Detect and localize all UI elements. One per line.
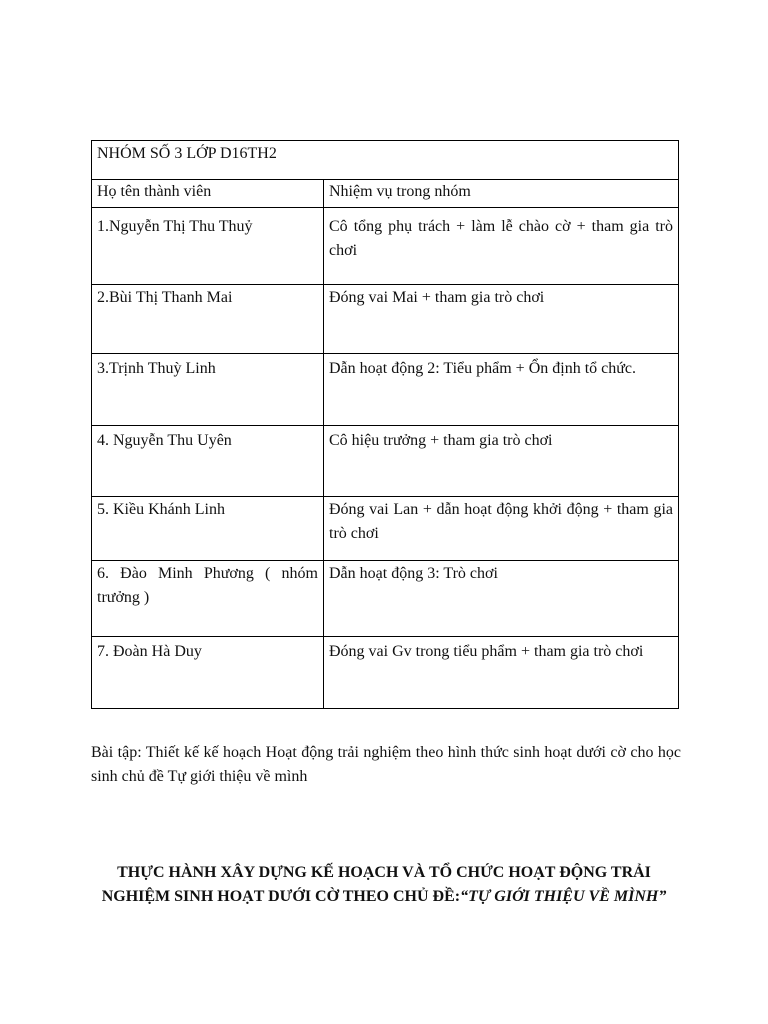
table-row — [92, 497, 679, 561]
exercise-text: Bài tập: Thiết kế kế hoạch Hoạt động trải nghiệm theo hình thức sinh hoạt dưới cờ cho học sinh chủ đề Tự giới thiệu về mình — [91, 744, 681, 785]
table-row — [92, 426, 679, 497]
group-title: NHÓM SỐ 3 LỚP D16TH2 — [92, 141, 679, 180]
member-task: Dẫn hoạt động 3: Trò chơi — [324, 561, 679, 637]
member-name: 6. Đào Minh Phương ( nhóm trưởng ) — [92, 561, 324, 637]
table-row — [92, 637, 679, 709]
table-row — [92, 285, 679, 354]
table-row — [92, 354, 679, 426]
heading-main: THỰC HÀNH XÂY DỰNG KẾ HOẠCH VÀ TỔ CHỨC HOẠT ĐỘNG TRẢI NGHIỆM SINH HOẠT DƯỚI CỜ THEO CHỦ ĐỀ: — [101, 864, 651, 905]
member-task: Dẫn hoạt động 2: Tiểu phẩm + Ổn định tổ chức. — [324, 354, 679, 426]
member-name: 5. Kiều Khánh Linh — [92, 497, 324, 561]
member-task: Cô hiệu trưởng + tham gia trò chơi — [324, 426, 679, 497]
heading-topic: “TỰ GIỚI THIỆU VỀ MÌNH” — [460, 888, 667, 905]
header-task: Nhiệm vụ trong nhóm — [324, 180, 679, 208]
member-task: Đóng vai Gv trong tiểu phẩm + tham gia trò chơi — [324, 637, 679, 709]
member-task: Đóng vai Lan + dẫn hoạt động khởi động + tham gia trò chơi — [324, 497, 679, 561]
member-name: 1.Nguyễn Thị Thu Thuỷ — [92, 208, 324, 285]
member-name: 4. Nguyễn Thu Uyên — [92, 426, 324, 497]
table-row — [92, 208, 679, 285]
section-heading — [84, 861, 684, 909]
member-task: Cô tổng phụ trách + làm lễ chào cờ + tham gia trò chơi — [324, 208, 679, 285]
table-title-row — [92, 141, 679, 180]
member-task: Đóng vai Mai + tham gia trò chơi — [324, 285, 679, 354]
group-members-table — [91, 140, 679, 709]
table-header-row — [92, 180, 679, 208]
member-name: 3.Trịnh Thuỳ Linh — [92, 354, 324, 426]
member-name: 7. Đoàn Hà Duy — [92, 637, 324, 709]
header-member-name: Họ tên thành viên — [92, 180, 324, 208]
member-name: 2.Bùi Thị Thanh Mai — [92, 285, 324, 354]
table-row — [92, 561, 679, 637]
